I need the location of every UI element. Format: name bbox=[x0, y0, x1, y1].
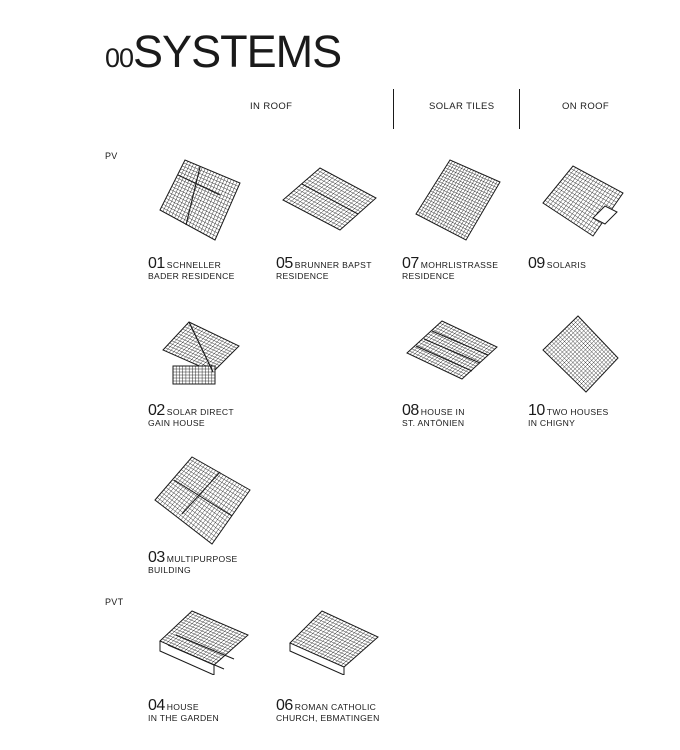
page-title bbox=[105, 26, 341, 76]
column-heading-solar-tiles: SOLAR TILES bbox=[429, 101, 495, 112]
roof-drawing-09 bbox=[535, 158, 635, 248]
project-title-line2: BADER RESIDENCE bbox=[148, 271, 235, 281]
project-caption-07 bbox=[402, 255, 499, 282]
project-caption-05 bbox=[276, 255, 372, 282]
project-number: 05 bbox=[276, 255, 293, 272]
row-label-pv: PV bbox=[105, 151, 118, 161]
roof-drawing-06 bbox=[282, 605, 382, 675]
project-number: 06 bbox=[276, 697, 293, 714]
project-number: 02 bbox=[148, 402, 165, 419]
project-title-line2: ST. ANTÖNIEN bbox=[402, 418, 465, 428]
column-divider bbox=[393, 89, 394, 129]
project-title-line2: RESIDENCE bbox=[276, 271, 329, 281]
roof-drawing-07 bbox=[408, 152, 508, 252]
project-number: 10 bbox=[528, 402, 545, 419]
project-number: 04 bbox=[148, 697, 165, 714]
project-title-line1: SOLAR DIRECT bbox=[166, 407, 234, 417]
column-heading-on-roof: ON ROOF bbox=[562, 101, 610, 112]
roof-drawing-02 bbox=[155, 318, 245, 390]
project-title-line2: GAIN HOUSE bbox=[148, 418, 205, 428]
project-number: 08 bbox=[402, 402, 419, 419]
project-title-line2: RESIDENCE bbox=[402, 271, 455, 281]
project-title-line1: BRUNNER BAPST bbox=[294, 260, 372, 270]
project-number: 01 bbox=[148, 255, 165, 272]
project-caption-03 bbox=[148, 549, 238, 576]
project-title-line2: CHURCH, EBMATINGEN bbox=[276, 713, 380, 723]
project-title-line1: HOUSE bbox=[166, 702, 199, 712]
project-title-line1: ROMAN CATHOLIC bbox=[294, 702, 377, 712]
project-title-line1: MULTIPURPOSE bbox=[166, 554, 238, 564]
project-caption-01 bbox=[148, 255, 235, 282]
project-title-line2: IN CHIGNY bbox=[528, 418, 576, 428]
project-number: 09 bbox=[528, 255, 545, 272]
project-title-line1: TWO HOUSES bbox=[546, 407, 609, 417]
project-caption-06 bbox=[276, 697, 380, 724]
column-divider bbox=[519, 89, 520, 129]
project-title-line2: BUILDING bbox=[148, 565, 191, 575]
project-title-line2: IN THE GARDEN bbox=[148, 713, 220, 723]
roof-drawing-05 bbox=[278, 160, 383, 240]
project-caption-04 bbox=[148, 697, 220, 724]
title-number: 00 bbox=[105, 43, 134, 73]
project-title-line1: HOUSE IN bbox=[420, 407, 465, 417]
roof-drawing-03 bbox=[150, 452, 255, 552]
project-number: 07 bbox=[402, 255, 419, 272]
row-label-pvt: PVT bbox=[105, 597, 124, 607]
project-title-line1: SCHNELLER bbox=[166, 260, 222, 270]
roof-drawing-04 bbox=[152, 605, 252, 675]
project-caption-10 bbox=[528, 402, 609, 429]
roof-drawing-10 bbox=[538, 312, 623, 397]
project-number: 03 bbox=[148, 549, 165, 566]
title-word: SYSTEMS bbox=[133, 26, 342, 77]
roof-drawing-01 bbox=[150, 155, 260, 250]
column-heading-in-roof: IN ROOF bbox=[250, 101, 293, 112]
project-caption-02 bbox=[148, 402, 234, 429]
project-caption-08 bbox=[402, 402, 465, 429]
project-title-line1: MOHRLISTRASSE bbox=[420, 260, 499, 270]
project-title-line1: SOLARIS bbox=[546, 260, 587, 270]
project-caption-09 bbox=[528, 255, 587, 272]
roof-drawing-08 bbox=[402, 315, 502, 385]
